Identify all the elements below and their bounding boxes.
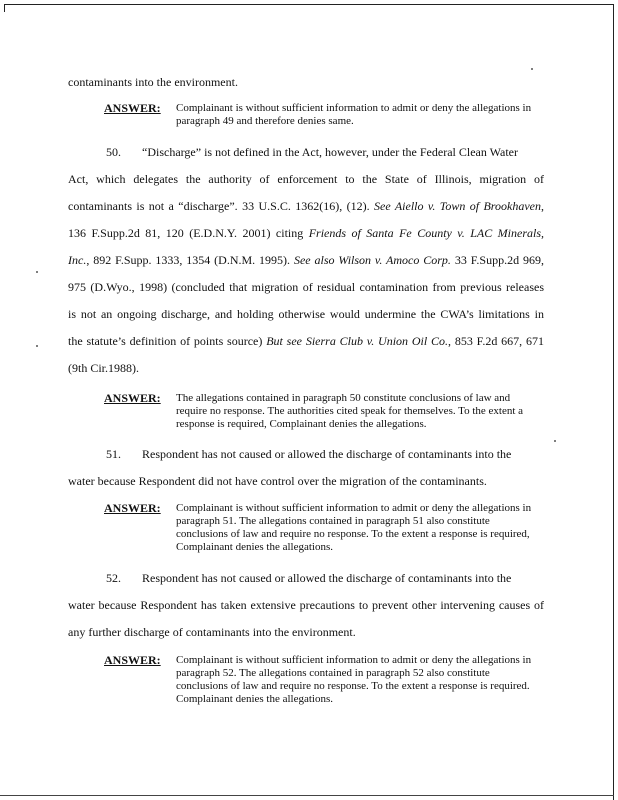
case-citation: Inc. (68, 253, 87, 267)
paragraph-number: 50. (106, 145, 121, 159)
scan-speck (36, 271, 38, 273)
answer-label: ANSWER: (104, 653, 161, 667)
scan-speck (36, 345, 38, 347)
answer-label: ANSWER: (104, 501, 161, 515)
scan-border-left (4, 4, 5, 12)
answer-text: Complainant is without sufficient information to admit or deny the allegations in paragraph 51. The allegations contained in paragraph 51 also constitute conclusions of law and require no response. To the extent a response is required, Complainant denies the allegations. (176, 502, 532, 553)
case-citation: See Aiello v. Town of Brookhaven (374, 199, 541, 213)
paragraph-52-line-3: any further discharge of contaminants into the environment. (68, 625, 356, 639)
answer-label: ANSWER: (104, 391, 161, 405)
case-citation: But see Sierra Club v. Union Oil Co. (266, 334, 449, 348)
scan-border-top (4, 4, 614, 5)
paragraph-number: 51. (106, 447, 121, 461)
paragraph-51-line-1: 51. Respondent has not caused or allowed the discharge of contaminants into the (106, 447, 512, 461)
paragraph-51-line-2: water because Respondent did not have control over the migration of the contaminants. (68, 474, 487, 488)
answer-text: Complainant is without sufficient information to admit or deny the allegations in paragraph 52. The allegations contained in paragraph 52 also constitute conclusions of law and require no response. To the extent a response is required. Complainant denies the allegations. (176, 654, 532, 705)
paragraph-50-line-4: 136 F.Supp.2d 81, 120 (E.D.N.Y. 2001) citing Friends of Santa Fe County v. LAC Minerals, (68, 226, 544, 240)
paragraph-50-line-1: 50. “Discharge” is not defined in the Act, however, under the Federal Clean Water (106, 145, 518, 159)
answer-label: ANSWER: (104, 101, 161, 115)
paragraph-50-line-2: Act, which delegates the authority of enforcement to the State of Illinois, migration of (68, 172, 544, 186)
paragraph-52-line-2: water because Respondent has taken extensive precautions to prevent other intervening causes of (68, 598, 544, 612)
paragraph-50-line-5: Inc., 892 F.Supp. 1333, 1354 (D.N.M. 1995). See also Wilson v. Amoco Corp. 33 F.Supp.2d 969, (68, 253, 544, 267)
scan-border-bottom (0, 795, 614, 796)
paragraph-50-line-3: contaminants is not a “discharge”. 33 U.S.C. 1362(16), (12). See Aiello v. Town of Brookhaven, (68, 199, 544, 213)
answer-text: The allegations contained in paragraph 50 constitute conclusions of law and require no response. The authorities cited speak for themselves. To the extent a response is required, Complainant denies the allegations. (176, 392, 524, 430)
paragraph-50-line-6: 975 (D.Wyo., 1998) (concluded that migration of residual contamination from previous releases (68, 280, 544, 294)
paragraph-50-line-9: (9th Cir.1988). (68, 361, 139, 375)
paragraph-50-line-7: is not an ongoing discharge, and holding otherwise would undermine the CWA’s limitations in (68, 307, 544, 321)
paragraph-52-line-1: 52. Respondent has not caused or allowed the discharge of contaminants into the (106, 571, 512, 585)
scan-speck (531, 68, 533, 70)
case-citation: See also Wilson v. Amoco Corp. (293, 253, 451, 267)
scan-speck (554, 440, 556, 442)
paragraph-number: 52. (106, 571, 121, 585)
carryover-line: contaminants into the environment. (68, 75, 238, 89)
case-citation: Friends of Santa Fe County v. LAC Minerals, (308, 226, 544, 240)
paragraph-50-line-8: the statute’s definition of points source) But see Sierra Club v. Union Oil Co., 853 F.2d 667, 671 (68, 334, 544, 348)
answer-text: Complainant is without sufficient information to admit or deny the allegations in paragraph 49 and therefore denies same. (176, 102, 532, 127)
scan-border-right (613, 4, 614, 800)
